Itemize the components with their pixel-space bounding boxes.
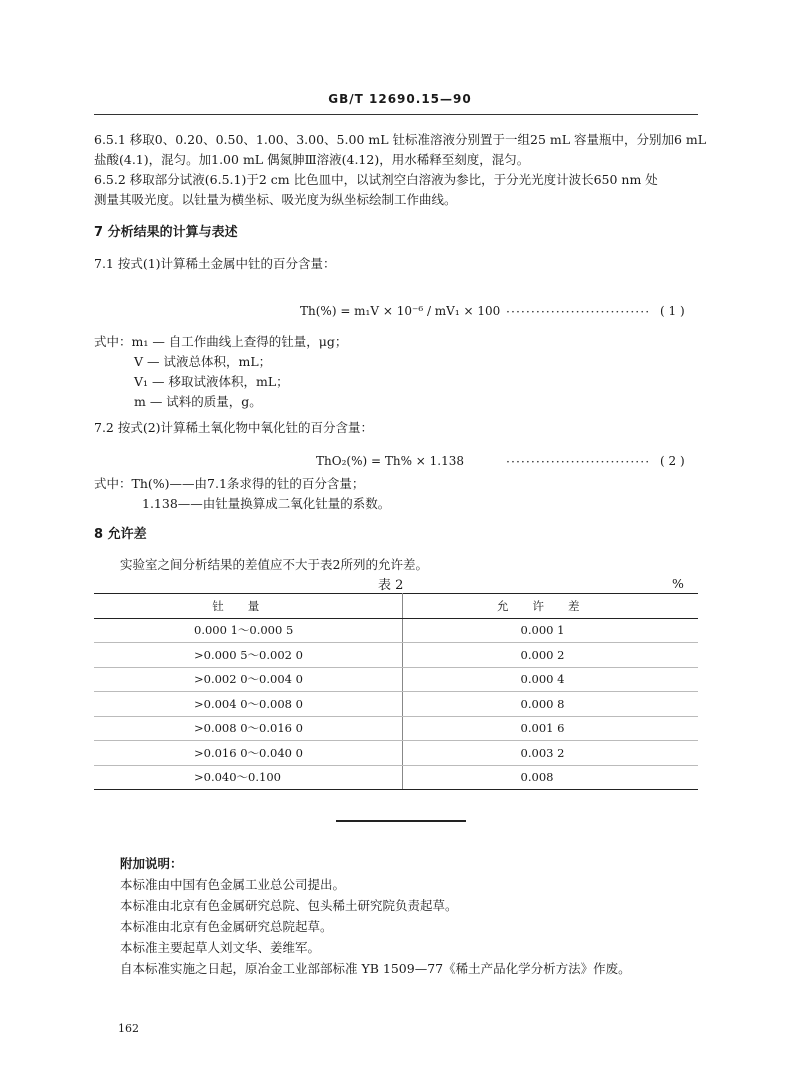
column-header-thorium: 钍量 [94, 594, 402, 619]
cell-thorium-range: 0.000 1～0.000 5 [94, 618, 402, 643]
table-row [94, 643, 698, 668]
equation-1: Th(%) = m₁V × 10⁻⁶ / mV₁ × 100 [300, 304, 501, 318]
equation-2-number: ( 2 ) [660, 454, 685, 468]
section-8-heading: 8 允许差 [94, 527, 147, 542]
note-line: 本标准由北京有色金属研究总院、包头稀土研究院负责起草。 [120, 898, 458, 913]
note-line: 本标准由中国有色金属工业总公司提出。 [120, 877, 346, 892]
section-6-5-2-line-2: 测量其吸光度。以钍量为横坐标、吸光度为纵坐标绘制工作曲线。 [94, 192, 457, 207]
tolerance-table [94, 593, 698, 790]
page-number: 162 [118, 1022, 139, 1035]
cell-thorium-range: >0.008 0～0.016 0 [94, 716, 402, 741]
cell-tolerance: 0.001 6 [402, 716, 698, 741]
section-6-5-2-line-1: 6.5.2 移取部分试液(6.5.1)于2 cm 比色皿中，以试剂空白溶液为参比，于分光光度计波长650 nm 处 [94, 172, 658, 187]
equation-1-leader: ····························· [506, 304, 651, 319]
section-7-heading: 7 分析结果的计算与表述 [94, 225, 238, 240]
end-of-standard-rule [336, 820, 466, 822]
cell-thorium-range: >0.002 0～0.004 0 [94, 667, 402, 692]
cell-tolerance: 0.008 [402, 765, 698, 790]
note-line: 本标准由北京有色金属研究总院起草。 [120, 919, 333, 934]
equation-2: ThO₂(%) = Th% × 1.138 [316, 454, 465, 468]
section-8-text: 实验室之间分析结果的差值应不大于表2所列的允许差。 [120, 557, 428, 572]
equation-2-leader: ····························· [506, 454, 651, 469]
table-header-row [94, 594, 698, 619]
cell-thorium-range: >0.040～0.100 [94, 765, 402, 790]
cell-thorium-range: >0.004 0～0.008 0 [94, 692, 402, 717]
where-2-line-2: 1.138——由钍量换算成二氧化钍量的系数。 [142, 496, 391, 511]
table-title: 表 2 [378, 578, 404, 593]
note-line: 本标准主要起草人刘文华、姜维军。 [120, 940, 321, 955]
section-7-1-text: 7.1 按式(1)计算稀土金属中钍的百分含量： [94, 256, 336, 271]
note-line: 自本标准实施之日起，原冶金工业部部标准 YB 1509—77《稀土产品化学分析方法》作废。 [120, 961, 631, 976]
cell-tolerance: 0.000 8 [402, 692, 698, 717]
where-1-line-3: V₁ — 移取试液体积，mL； [134, 374, 289, 389]
table-row [94, 692, 698, 717]
where-1-line-4: m — 试料的质量，g。 [134, 394, 262, 409]
cell-tolerance: 0.000 2 [402, 643, 698, 668]
cell-tolerance: 0.000 1 [402, 618, 698, 643]
section-6-5-1-line-2: 盐酸(4.1)，混匀。加1.00 mL 偶氮胂Ⅲ溶液(4.12)，用水稀释至刻度，混匀。 [94, 152, 530, 167]
where-2-line-1: 式中：Th(%)——由7.1条求得的钍的百分含量； [94, 476, 365, 491]
section-7-2-text: 7.2 按式(2)计算稀土氧化物中氧化钍的百分含量： [94, 420, 374, 435]
table-row [94, 716, 698, 741]
table-unit: % [672, 576, 684, 591]
table-row [94, 618, 698, 643]
cell-thorium-range: >0.000 5～0.002 0 [94, 643, 402, 668]
cell-tolerance: 0.003 2 [402, 741, 698, 766]
cell-tolerance: 0.000 4 [402, 667, 698, 692]
notes-title: 附加说明： [120, 856, 183, 871]
table-row [94, 741, 698, 766]
where-1-line-2: V — 试液总体积，mL； [134, 354, 272, 369]
document-header: GB/T 12690.15—90 [328, 92, 472, 106]
section-6-5-1-line-1: 6.5.1 移取0、0.20、0.50、1.00、3.00、5.00 mL 钍标准溶液分别置于一组25 mL 容量瓶中，分别加6 mL [94, 132, 707, 147]
header-rule [94, 114, 698, 115]
where-1-line-1: 式中：m₁ — 自工作曲线上查得的钍量，μg； [94, 334, 348, 349]
table-row [94, 765, 698, 790]
table-row [94, 667, 698, 692]
equation-1-number: ( 1 ) [660, 304, 685, 318]
cell-thorium-range: >0.016 0～0.040 0 [94, 741, 402, 766]
column-header-tolerance: 允许差 [402, 594, 698, 619]
